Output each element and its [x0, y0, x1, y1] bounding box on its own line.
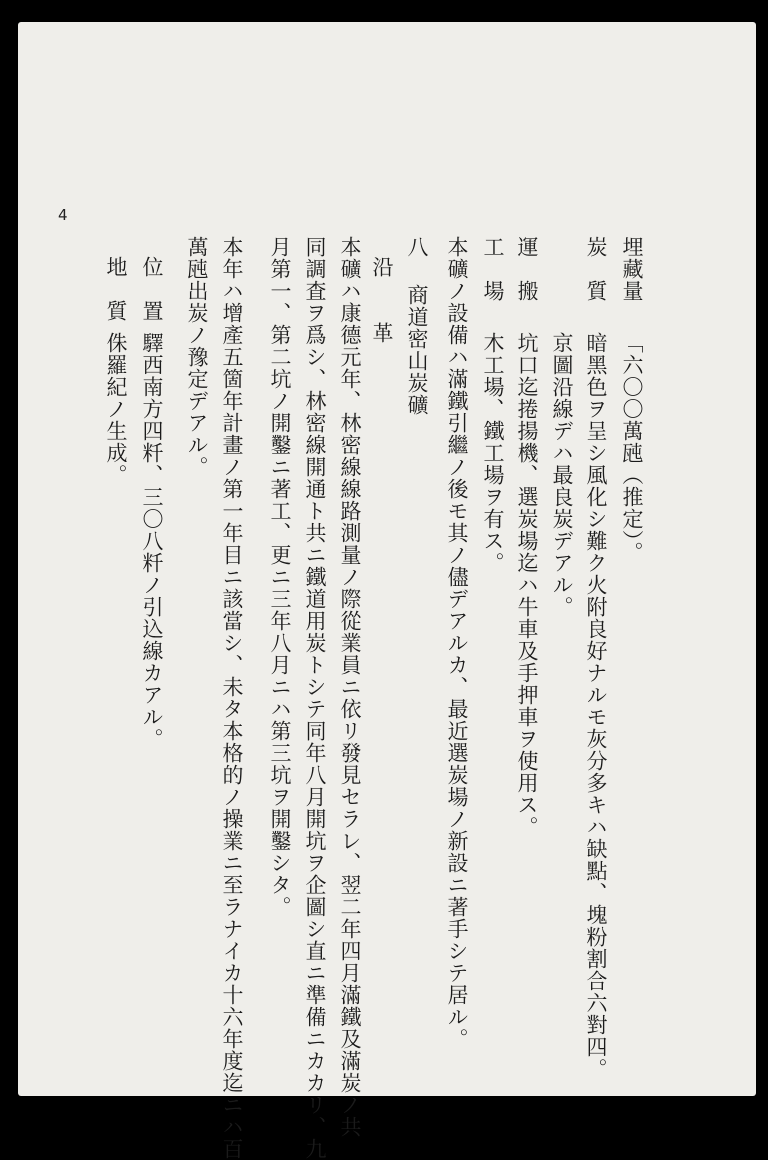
text-history-2: 同調査ヲ爲シ、林密線開通ト共ニ鐵道用炭トシテ同年八月開坑ヲ企圖シ直ニ準備ニカカリ、九	[303, 236, 327, 1160]
label-coal-quality: 炭 質	[584, 236, 608, 302]
text-location: 驛西南方四粁、三〇八粁ノ引込線カアル。	[140, 332, 164, 750]
text-facilities: 本礦ノ設備ハ滿鐵引繼ノ後モ其ノ儘デアルカ、最近選炭場ノ新設ニ著手シテ居ル。	[445, 236, 469, 1050]
text-coal-quality-cont: 京圖沿線デハ最良炭デアル。	[550, 332, 574, 618]
label-reserves: 埋藏量	[620, 236, 644, 302]
label-location: 位 置	[140, 256, 164, 322]
text-production-2: 萬瓲出炭ノ豫定デアル。	[185, 236, 209, 478]
label-geology: 地 質	[104, 256, 128, 322]
section-number: 八	[405, 236, 429, 258]
text-coal-quality: 暗黑色ヲ呈シ風化シ難ク火附良好ナルモ灰分多キハ缺點、塊粉割合六對四。	[584, 332, 608, 1080]
page-number: 4	[58, 206, 68, 224]
document-page	[18, 22, 756, 1160]
section-title: 商道密山炭礦	[405, 284, 429, 416]
text-geology: 侏羅紀ノ生成。	[104, 332, 128, 486]
text-factory: 木工場、鐵工場ヲ有ス。	[481, 332, 505, 574]
label-transport: 運 搬	[515, 236, 539, 302]
text-history-3: 月第一、第二坑ノ開鑿ニ著工、更ニ三年八月ニハ第三坑ヲ開鑿シタ。	[268, 236, 292, 918]
text-history-1: 本礦ハ康德元年、林密線線路測量ノ際從業員ニ依リ發見セラレ、翌二年四月滿鐵及滿炭ノ共	[338, 236, 362, 1138]
label-history: 沿 革	[370, 256, 394, 344]
label-factory: 工 場	[481, 236, 505, 302]
text-production-1: 本年ハ增產五箇年計畫ノ第一年目ニ該當シ、未タ本格的ノ操業ニ至ラナイカ十六年度迄ニハ百	[220, 236, 244, 1160]
text-transport: 坑口迄捲揚機、選炭場迄ハ牛車及手押車ヲ使用ス。	[515, 332, 539, 838]
text-reserves: 「六〇〇萬瓲（推定）。	[620, 332, 644, 564]
